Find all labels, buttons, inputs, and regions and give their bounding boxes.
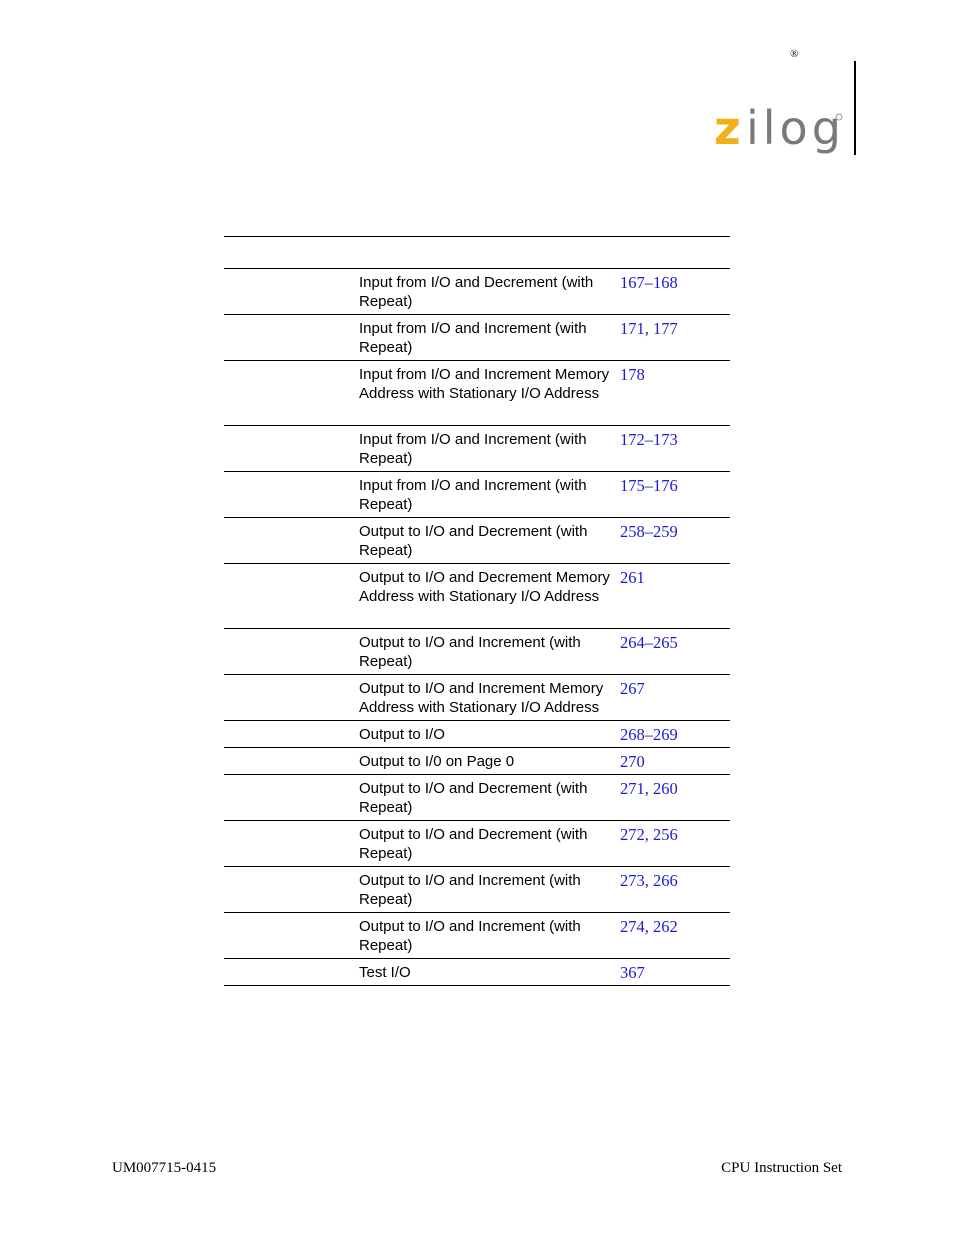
table-row bbox=[224, 959, 730, 986]
page-link[interactable]: 171 bbox=[620, 319, 645, 338]
table-row bbox=[224, 775, 730, 821]
page-link[interactable]: 271 bbox=[620, 779, 645, 798]
registered-mark: ® bbox=[790, 48, 799, 60]
page-references: 272, 256 bbox=[620, 825, 678, 844]
table-top-rule bbox=[224, 236, 730, 237]
page-link[interactable]: 172–173 bbox=[620, 430, 678, 449]
page-link[interactable]: 167–168 bbox=[620, 273, 678, 292]
page-references bbox=[620, 679, 645, 698]
svg-text:z: z bbox=[714, 104, 741, 155]
table-row bbox=[224, 472, 730, 518]
page-references bbox=[620, 273, 678, 292]
page-link[interactable]: 256 bbox=[653, 825, 678, 844]
table-row bbox=[224, 269, 730, 315]
page-references bbox=[620, 752, 645, 771]
page-link[interactable]: 260 bbox=[653, 779, 678, 798]
page-link[interactable]: 175–176 bbox=[620, 476, 678, 495]
page-references bbox=[620, 568, 645, 587]
page-link[interactable]: 258–259 bbox=[620, 522, 678, 541]
table-row bbox=[224, 748, 730, 775]
instruction-description: Input from I/O and Increment (with Repeat) bbox=[359, 477, 587, 513]
page-link[interactable]: 177 bbox=[653, 319, 678, 338]
footer-section: CPU Instruction Set bbox=[721, 1160, 842, 1176]
page-references bbox=[620, 430, 678, 449]
logo-divider bbox=[854, 61, 856, 155]
page-references bbox=[620, 725, 678, 744]
page-references: 274, 262 bbox=[620, 917, 678, 936]
instruction-description: Output to I/O and Decrement (with Repeat) bbox=[359, 523, 588, 559]
footer-doc-number: UM007715-0415 bbox=[112, 1160, 217, 1176]
instruction-description: Output to I/O and Increment (with Repeat) bbox=[359, 872, 581, 908]
page-references: 271, 260 bbox=[620, 779, 678, 798]
table-row bbox=[224, 426, 730, 472]
page-link[interactable]: 272 bbox=[620, 825, 645, 844]
page-references bbox=[620, 633, 678, 652]
page-link[interactable]: 268–269 bbox=[620, 725, 678, 744]
table-row bbox=[224, 821, 730, 867]
instruction-description: Input from I/O and Increment (with Repeat) bbox=[359, 431, 587, 467]
instruction-description: Output to I/O and Increment Memory Address with Stationary I/O Address bbox=[359, 680, 604, 716]
instruction-description: Output to I/0 on Page 0 bbox=[359, 753, 515, 770]
page-link[interactable]: 178 bbox=[620, 365, 645, 384]
page-references bbox=[620, 476, 678, 495]
page-link[interactable]: 273 bbox=[620, 871, 645, 890]
table-row bbox=[224, 361, 730, 426]
table-row bbox=[224, 721, 730, 748]
page-link[interactable]: 264–265 bbox=[620, 633, 678, 652]
instruction-table bbox=[224, 268, 730, 986]
page-references: 273, 266 bbox=[620, 871, 678, 890]
page-link[interactable]: 261 bbox=[620, 568, 645, 587]
instruction-description: Input from I/O and Increment Memory Address with Stationary I/O Address bbox=[359, 366, 610, 402]
table-row bbox=[224, 867, 730, 913]
page-link[interactable]: 367 bbox=[620, 963, 645, 982]
table-row bbox=[224, 629, 730, 675]
table-row bbox=[224, 315, 730, 361]
table-row bbox=[224, 675, 730, 721]
instruction-description: Output to I/O and Decrement (with Repeat) bbox=[359, 780, 588, 816]
page-references bbox=[620, 963, 645, 982]
instruction-description: Output to I/O and Decrement (with Repeat) bbox=[359, 826, 588, 862]
instruction-description: Input from I/O and Increment (with Repeat) bbox=[359, 320, 587, 356]
page-link[interactable]: 274 bbox=[620, 917, 645, 936]
table-row bbox=[224, 564, 730, 629]
page-link[interactable]: 267 bbox=[620, 679, 645, 698]
zilog-logo bbox=[714, 104, 844, 161]
svg-text:ilog: ilog bbox=[746, 104, 844, 155]
table-row bbox=[224, 518, 730, 564]
page-references: 171, 177 bbox=[620, 319, 678, 338]
page-link[interactable]: 262 bbox=[653, 917, 678, 936]
instruction-description: Output to I/O bbox=[359, 726, 445, 743]
page-link[interactable]: 266 bbox=[653, 871, 678, 890]
instruction-description: Test I/O bbox=[359, 964, 411, 981]
instruction-description: Output to I/O and Increment (with Repeat) bbox=[359, 918, 581, 954]
page-references bbox=[620, 365, 645, 384]
instruction-description: Output to I/O and Increment (with Repeat) bbox=[359, 634, 581, 670]
instruction-description: Output to I/O and Decrement Memory Address with Stationary I/O Address bbox=[359, 569, 610, 605]
instruction-description: Input from I/O and Decrement (with Repeat) bbox=[359, 274, 594, 310]
page-link[interactable]: 270 bbox=[620, 752, 645, 771]
page-references bbox=[620, 522, 678, 541]
table-row bbox=[224, 913, 730, 959]
